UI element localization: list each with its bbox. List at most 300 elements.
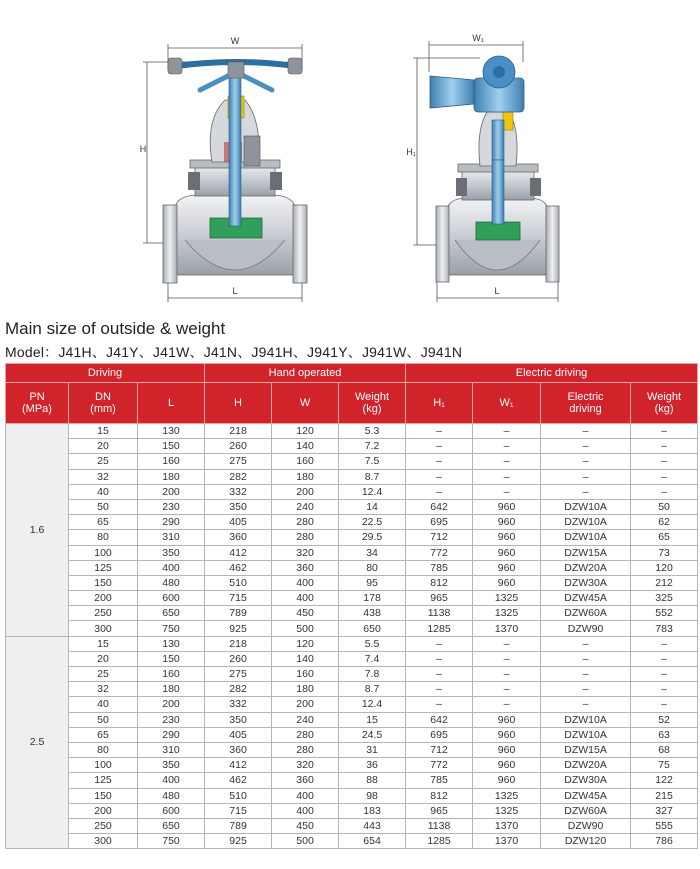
table-cell: 31	[339, 742, 406, 757]
table-cell: 290	[138, 515, 205, 530]
table-cell: 300	[69, 834, 138, 849]
table-cell: 100	[69, 545, 138, 560]
table-row	[6, 621, 698, 636]
table-row	[6, 484, 698, 499]
table-cell: 350	[138, 545, 205, 560]
table-cell: DZW10A	[541, 712, 631, 727]
table-cell: 450	[272, 606, 339, 621]
table-cell: 712	[406, 530, 473, 545]
table-cell: 68	[631, 742, 698, 757]
table-cell: 1370	[473, 621, 541, 636]
table-cell: 120	[631, 560, 698, 575]
table-cell: 40	[69, 484, 138, 499]
table-cell: 332	[205, 697, 272, 712]
table-cell: 1370	[473, 818, 541, 833]
table-body	[6, 424, 698, 849]
page-title: Main size of outside & weight	[5, 319, 226, 338]
col-dn: DN (mm)	[69, 383, 138, 424]
table-cell: 180	[272, 469, 339, 484]
table-cell: –	[406, 682, 473, 697]
table-cell: –	[631, 454, 698, 469]
table-cell: 960	[473, 773, 541, 788]
table-cell: –	[631, 439, 698, 454]
table-cell: DZW60A	[541, 606, 631, 621]
table-cell: DZW20A	[541, 758, 631, 773]
table-cell: DZW15A	[541, 742, 631, 757]
table-cell: 282	[205, 469, 272, 484]
table-cell: 500	[272, 834, 339, 849]
table-row	[6, 667, 698, 682]
col-w: W	[272, 383, 339, 424]
table-cell: 5.5	[339, 636, 406, 651]
table-cell: 280	[272, 727, 339, 742]
table-row	[6, 788, 698, 803]
table-cell: 73	[631, 545, 698, 560]
table-row	[6, 499, 698, 514]
table-cell: 400	[138, 773, 205, 788]
table-cell: 812	[406, 575, 473, 590]
table-cell: 160	[138, 454, 205, 469]
size-weight-table	[5, 363, 698, 849]
table-cell: 320	[272, 545, 339, 560]
table-cell: 178	[339, 591, 406, 606]
table-cell: –	[473, 697, 541, 712]
table-cell: –	[541, 651, 631, 666]
table-cell: 52	[631, 712, 698, 727]
table-cell: DZW90	[541, 818, 631, 833]
table-cell: 7.2	[339, 439, 406, 454]
table-cell: 960	[473, 758, 541, 773]
col-l: L	[138, 383, 205, 424]
table-cell: 925	[205, 834, 272, 849]
table-cell: 555	[631, 818, 698, 833]
table-cell: 200	[138, 697, 205, 712]
table-cell: 360	[272, 560, 339, 575]
table-cell: –	[406, 439, 473, 454]
table-row	[6, 727, 698, 742]
table-cell: 405	[205, 515, 272, 530]
table-cell: 462	[205, 560, 272, 575]
table-cell: 642	[406, 712, 473, 727]
table-cell: 280	[272, 530, 339, 545]
table-cell: 960	[473, 560, 541, 575]
table-cell: 230	[138, 712, 205, 727]
table-cell: 310	[138, 742, 205, 757]
table-cell: 200	[138, 484, 205, 499]
table-cell: 230	[138, 499, 205, 514]
table-cell: 325	[631, 591, 698, 606]
table-cell: 750	[138, 621, 205, 636]
table-cell: 140	[272, 651, 339, 666]
table-cell: 480	[138, 575, 205, 590]
table-cell: 772	[406, 545, 473, 560]
table-cell: 960	[473, 742, 541, 757]
table-cell: 695	[406, 727, 473, 742]
col-h: H	[205, 383, 272, 424]
table-cell: 122	[631, 773, 698, 788]
table-cell: 712	[406, 742, 473, 757]
table-cell: 275	[205, 667, 272, 682]
table-cell: –	[631, 636, 698, 651]
table-row	[6, 742, 698, 757]
table-cell: 80	[69, 530, 138, 545]
table-cell: 120	[272, 636, 339, 651]
table-row	[6, 818, 698, 833]
hand-height-label: H	[139, 144, 147, 154]
table-cell: 750	[138, 834, 205, 849]
table-cell: 965	[406, 591, 473, 606]
table-cell: 642	[406, 499, 473, 514]
table-cell: –	[473, 469, 541, 484]
table-cell: 180	[138, 469, 205, 484]
table-cell: 960	[473, 515, 541, 530]
table-cell: –	[541, 682, 631, 697]
table-cell: 50	[69, 499, 138, 514]
table-cell: 20	[69, 651, 138, 666]
table-cell: 150	[138, 651, 205, 666]
table-row	[6, 560, 698, 575]
table-cell: 650	[138, 606, 205, 621]
col-electric-driving: Electric driving	[541, 383, 631, 424]
table-cell: 1285	[406, 621, 473, 636]
table-cell: 140	[272, 439, 339, 454]
table-cell: –	[631, 651, 698, 666]
table-cell: 95	[339, 575, 406, 590]
table-cell: 552	[631, 606, 698, 621]
group-electric-driving: Electric driving	[406, 364, 698, 383]
table-cell: 350	[205, 499, 272, 514]
table-cell: DZW15A	[541, 545, 631, 560]
table-cell: 50	[69, 712, 138, 727]
table-cell: 34	[339, 545, 406, 560]
table-cell: –	[541, 636, 631, 651]
table-cell: 360	[272, 773, 339, 788]
table-row	[6, 834, 698, 849]
table-cell: 1138	[406, 606, 473, 621]
table-cell: –	[473, 682, 541, 697]
table-row	[6, 591, 698, 606]
table-cell: 40	[69, 697, 138, 712]
pn-cell: 1.6	[6, 424, 69, 637]
table-cell: 200	[272, 484, 339, 499]
table-cell: 200	[272, 697, 339, 712]
table-cell: DZW30A	[541, 575, 631, 590]
table-cell: 462	[205, 773, 272, 788]
table-cell: –	[631, 697, 698, 712]
col-pn: PN (MPa)	[6, 383, 69, 424]
table-row	[6, 758, 698, 773]
table-cell: 1325	[473, 591, 541, 606]
table-cell: DZW120	[541, 834, 631, 849]
table-cell: 260	[205, 439, 272, 454]
table-cell: 150	[138, 439, 205, 454]
table-cell: 960	[473, 499, 541, 514]
table-cell: –	[541, 697, 631, 712]
pn-cell: 2.5	[6, 636, 69, 849]
table-cell: 412	[205, 758, 272, 773]
table-cell: –	[473, 651, 541, 666]
table-cell: 480	[138, 788, 205, 803]
table-cell: 327	[631, 803, 698, 818]
table-cell: 785	[406, 560, 473, 575]
col-w1: W₁	[473, 383, 541, 424]
table-cell: 650	[339, 621, 406, 636]
table-cell: 98	[339, 788, 406, 803]
table-cell: –	[541, 469, 631, 484]
table-cell: DZW20A	[541, 560, 631, 575]
table-cell: 180	[138, 682, 205, 697]
table-cell: 1325	[473, 788, 541, 803]
table-cell: 960	[473, 727, 541, 742]
table-cell: 32	[69, 469, 138, 484]
table-cell: 180	[272, 682, 339, 697]
table-cell: 8.7	[339, 682, 406, 697]
table-cell: 500	[272, 621, 339, 636]
table-cell: 360	[205, 530, 272, 545]
table-cell: 450	[272, 818, 339, 833]
table-row	[6, 439, 698, 454]
table-cell: 65	[69, 727, 138, 742]
column-header-row	[6, 383, 698, 424]
table-cell: 240	[272, 499, 339, 514]
hand-operated-valve-drawing	[140, 36, 307, 302]
table-cell: 925	[205, 621, 272, 636]
table-cell: –	[541, 424, 631, 439]
table-cell: 650	[138, 818, 205, 833]
table-cell: 400	[272, 788, 339, 803]
group-header-row	[6, 364, 698, 383]
table-cell: 12.4	[339, 697, 406, 712]
table-cell: –	[406, 469, 473, 484]
table-cell: 88	[339, 773, 406, 788]
table-cell: –	[541, 454, 631, 469]
table-cell: 772	[406, 758, 473, 773]
table-cell: DZW10A	[541, 727, 631, 742]
table-cell: 25	[69, 454, 138, 469]
table-row	[6, 454, 698, 469]
table-cell: 290	[138, 727, 205, 742]
table-cell: 438	[339, 606, 406, 621]
table-row	[6, 515, 698, 530]
table-cell: 350	[205, 712, 272, 727]
table-cell: 14	[339, 499, 406, 514]
table-row	[6, 773, 698, 788]
table-cell: 100	[69, 758, 138, 773]
table-cell: –	[473, 424, 541, 439]
table-cell: –	[541, 484, 631, 499]
table-row	[6, 424, 698, 439]
valve-drawings	[0, 0, 700, 310]
table-cell: 200	[69, 803, 138, 818]
table-cell: 212	[631, 575, 698, 590]
table-cell: 5.3	[339, 424, 406, 439]
table-cell: 215	[631, 788, 698, 803]
table-cell: 130	[138, 424, 205, 439]
table-cell: 120	[272, 424, 339, 439]
table-cell: 160	[272, 454, 339, 469]
table-cell: 218	[205, 636, 272, 651]
table-cell: 812	[406, 788, 473, 803]
table-cell: 7.4	[339, 651, 406, 666]
table-cell: 1138	[406, 818, 473, 833]
table-cell: DZW10A	[541, 530, 631, 545]
table-cell: –	[473, 454, 541, 469]
table-cell: 510	[205, 788, 272, 803]
table-cell: 412	[205, 545, 272, 560]
table-cell: 125	[69, 560, 138, 575]
table-cell: 360	[205, 742, 272, 757]
table-cell: 280	[272, 742, 339, 757]
table-cell: 15	[339, 712, 406, 727]
table-cell: DZW30A	[541, 773, 631, 788]
table-cell: 250	[69, 606, 138, 621]
table-cell: 7.8	[339, 667, 406, 682]
model-line: Model：J41H、J41Y、J41W、J41N、J941H、J941Y、J941W、J941N	[5, 344, 463, 360]
table-row	[6, 575, 698, 590]
table-cell: 8.7	[339, 469, 406, 484]
table-cell: 965	[406, 803, 473, 818]
table-cell: –	[473, 636, 541, 651]
table-row	[6, 712, 698, 727]
table-cell: –	[406, 424, 473, 439]
table-cell: 400	[272, 803, 339, 818]
table-cell: 25	[69, 667, 138, 682]
table-row	[6, 545, 698, 560]
table-cell: 183	[339, 803, 406, 818]
table-cell: 786	[631, 834, 698, 849]
table-cell: –	[473, 667, 541, 682]
table-cell: 29.5	[339, 530, 406, 545]
table-cell: –	[406, 667, 473, 682]
table-cell: DZW10A	[541, 515, 631, 530]
table-row	[6, 682, 698, 697]
table-cell: 783	[631, 621, 698, 636]
table-cell: 280	[272, 515, 339, 530]
table-cell: –	[541, 439, 631, 454]
table-cell: 260	[205, 651, 272, 666]
table-cell: 125	[69, 773, 138, 788]
table-row	[6, 803, 698, 818]
table-cell: 80	[69, 742, 138, 757]
table-row	[6, 636, 698, 651]
table-row	[6, 697, 698, 712]
table-row	[6, 530, 698, 545]
group-hand-operated: Hand operated	[205, 364, 406, 383]
col-weight: Weight (kg)	[339, 383, 406, 424]
table-cell: 7.5	[339, 454, 406, 469]
table-cell: 1370	[473, 834, 541, 849]
table-cell: 24.5	[339, 727, 406, 742]
table-cell: 715	[205, 803, 272, 818]
table-cell: DZW45A	[541, 591, 631, 606]
table-cell: 785	[406, 773, 473, 788]
table-cell: 250	[69, 818, 138, 833]
table-cell: –	[406, 454, 473, 469]
table-cell: –	[406, 651, 473, 666]
table-cell: 15	[69, 424, 138, 439]
table-cell: 12.4	[339, 484, 406, 499]
table-cell: 130	[138, 636, 205, 651]
table-cell: 600	[138, 803, 205, 818]
table-cell: 75	[631, 758, 698, 773]
table-row	[6, 469, 698, 484]
table-cell: 20	[69, 439, 138, 454]
table-cell: 63	[631, 727, 698, 742]
table-cell: –	[406, 484, 473, 499]
table-cell: 960	[473, 575, 541, 590]
group-driving: Driving	[6, 364, 205, 383]
table-cell: 150	[69, 788, 138, 803]
hand-width-label: W	[230, 36, 240, 46]
table-cell: 218	[205, 424, 272, 439]
table-cell: 332	[205, 484, 272, 499]
table-cell: 300	[69, 621, 138, 636]
table-cell: 32	[69, 682, 138, 697]
table-cell: DZW60A	[541, 803, 631, 818]
table-cell: DZW45A	[541, 788, 631, 803]
table-cell: –	[631, 682, 698, 697]
table-cell: 400	[272, 591, 339, 606]
table-cell: 310	[138, 530, 205, 545]
table-cell: 789	[205, 818, 272, 833]
electric-driven-valve-drawing	[406, 33, 559, 302]
table-cell: 510	[205, 575, 272, 590]
table-cell: 960	[473, 712, 541, 727]
electric-height-label: H₁	[406, 147, 416, 157]
table-cell: 15	[69, 636, 138, 651]
table-cell: 50	[631, 499, 698, 514]
table-cell: –	[631, 469, 698, 484]
col-electric-weight: Weight (kg)	[631, 383, 698, 424]
table-cell: 36	[339, 758, 406, 773]
table-cell: 405	[205, 727, 272, 742]
table-cell: 789	[205, 606, 272, 621]
table-row	[6, 651, 698, 666]
table-cell: 400	[138, 560, 205, 575]
table-row	[6, 606, 698, 621]
table-cell: 65	[631, 530, 698, 545]
table-cell: 150	[69, 575, 138, 590]
table-cell: DZW90	[541, 621, 631, 636]
table-cell: 275	[205, 454, 272, 469]
table-cell: 62	[631, 515, 698, 530]
table-cell: –	[473, 439, 541, 454]
table-cell: 443	[339, 818, 406, 833]
table-cell: 715	[205, 591, 272, 606]
table-cell: 1325	[473, 803, 541, 818]
table-cell: 960	[473, 530, 541, 545]
table-cell: 282	[205, 682, 272, 697]
table-cell: 22.5	[339, 515, 406, 530]
table-cell: 320	[272, 758, 339, 773]
table-cell: 200	[69, 591, 138, 606]
table-cell: 960	[473, 545, 541, 560]
table-cell: 80	[339, 560, 406, 575]
table-cell: –	[631, 424, 698, 439]
hand-length-label: L	[232, 286, 238, 296]
table-cell: –	[631, 667, 698, 682]
electric-length-label: L	[494, 286, 500, 296]
table-cell: 65	[69, 515, 138, 530]
table-cell: –	[406, 636, 473, 651]
table-cell: 160	[138, 667, 205, 682]
table-cell: 1285	[406, 834, 473, 849]
table-cell: 350	[138, 758, 205, 773]
table-cell: 240	[272, 712, 339, 727]
table-cell: 160	[272, 667, 339, 682]
table-cell: 400	[272, 575, 339, 590]
table-cell: 1325	[473, 606, 541, 621]
